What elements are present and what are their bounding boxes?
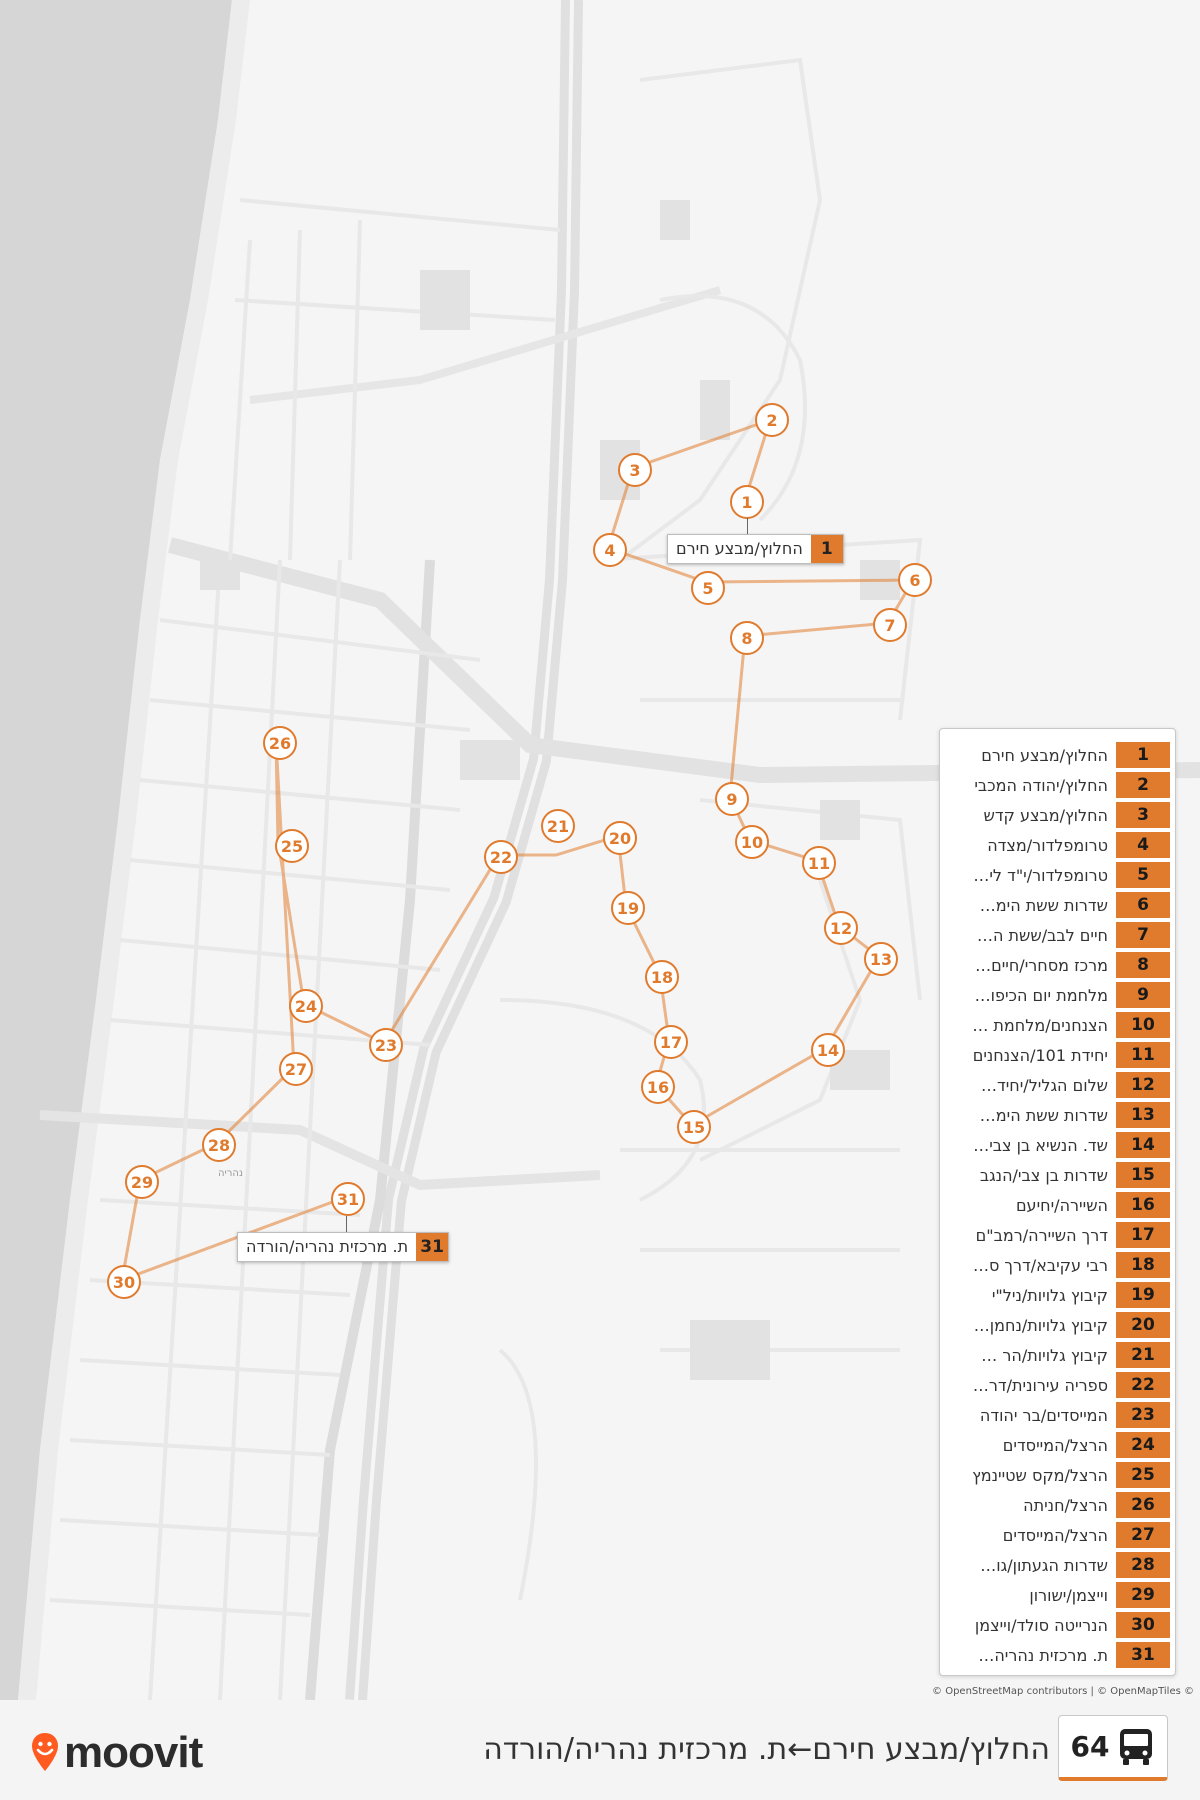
map-stop-marker[interactable]: 25 [275,829,309,863]
legend-stop-number: 8 [1116,952,1170,978]
legend-stop-number: 26 [1116,1492,1170,1518]
legend-row[interactable] [940,1371,1175,1399]
map-stop-marker[interactable]: 1 [730,485,764,519]
map-stop-marker[interactable]: 3 [618,453,652,487]
first-stop-callout-name: החלוץ/מבצע חירם [676,539,803,558]
legend-row[interactable] [940,1101,1175,1129]
moovit-logo[interactable] [30,1728,202,1778]
legend-row[interactable] [940,1641,1175,1669]
map-stop-marker[interactable]: 13 [864,942,898,976]
legend-stop-number: 13 [1116,1102,1170,1128]
legend-stop-name: ת. מרכזית נהריה… [978,1645,1108,1665]
map-stop-marker[interactable]: 19 [611,891,645,925]
legend-stop-number: 16 [1116,1192,1170,1218]
legend-stop-number: 30 [1116,1612,1170,1638]
legend-stop-number: 3 [1116,802,1170,828]
legend-stop-number: 23 [1116,1402,1170,1428]
legend-row[interactable] [940,1491,1175,1519]
map-stop-marker[interactable]: 31 [331,1182,365,1216]
legend-stop-name: מלחמת יום הכיפו… [974,985,1108,1005]
legend-stop-name: הרצל/חניתה [1023,1495,1108,1515]
first-stop-callout-number: 1 [811,535,843,563]
legend-row[interactable] [940,891,1175,919]
legend-stop-number: 31 [1116,1642,1170,1668]
legend-stop-name: מרכז מסחרי/חיים… [975,955,1108,975]
legend-stop-name: החלוץ/יהודה המכבי [974,775,1108,795]
map-stop-marker[interactable]: 4 [593,533,627,567]
legend-stop-number: 28 [1116,1552,1170,1578]
map-stop-marker[interactable]: 15 [677,1110,711,1144]
legend-stop-number: 4 [1116,832,1170,858]
legend-row[interactable] [940,1131,1175,1159]
legend-row[interactable] [940,1431,1175,1459]
legend-stop-number: 21 [1116,1342,1170,1368]
legend-row[interactable] [940,831,1175,859]
stops-legend [939,728,1176,1676]
moovit-wordmark: moovit [64,1728,203,1777]
map-stop-marker[interactable]: 29 [125,1165,159,1199]
legend-row[interactable] [940,741,1175,769]
map-stop-marker[interactable]: 9 [715,782,749,816]
legend-stop-number: 27 [1116,1522,1170,1548]
legend-stop-name: הרצל/מקס שטיינמץ [972,1465,1108,1485]
last-stop-callout-number: 31 [416,1233,448,1261]
legend-stop-name: השיירה/יחיעם [1015,1195,1108,1215]
legend-stop-name: יחידת 101/הצנחנים [972,1045,1108,1065]
legend-stop-number: 17 [1116,1222,1170,1248]
legend-stop-name: החלוץ/מבצע קדש [983,805,1108,825]
legend-stop-name: קיבוץ גלויות/נחמן… [973,1315,1108,1335]
legend-stop-number: 6 [1116,892,1170,918]
legend-row[interactable] [940,1611,1175,1639]
legend-row[interactable] [940,981,1175,1009]
map-stop-marker[interactable]: 17 [654,1025,688,1059]
legend-stop-name: שד. הנשיא בן צבי… [973,1135,1108,1155]
legend-stop-name: החלוץ/מבצע חירם [981,745,1108,765]
legend-stop-name: ספריה עירונית/דר… [972,1375,1108,1395]
legend-stop-number: 11 [1116,1042,1170,1068]
map-stop-marker[interactable]: 5 [691,571,725,605]
legend-row[interactable] [940,771,1175,799]
map-stop-marker[interactable]: 27 [279,1052,313,1086]
map-stop-marker[interactable]: 7 [873,608,907,642]
legend-stop-number: 7 [1116,922,1170,948]
legend-stop-name: שדרות ששת הימ… [979,1105,1108,1125]
map-stop-marker[interactable]: 24 [289,989,323,1023]
legend-stop-name: רבי עקיבא/דרך ס… [972,1255,1108,1275]
legend-stop-number: 9 [1116,982,1170,1008]
legend-stop-number: 1 [1116,742,1170,768]
map-stop-marker[interactable]: 10 [735,825,769,859]
legend-stop-name: שדרות ששת הימ… [979,895,1108,915]
route-title: החלוץ/מבצע חירם←ת. מרכזית נהריה/הורדה [483,1732,1050,1767]
legend-row[interactable] [940,1401,1175,1429]
map-stop-marker[interactable]: 16 [641,1070,675,1104]
legend-row[interactable] [940,1581,1175,1609]
legend-row[interactable] [940,1311,1175,1339]
map-stop-marker[interactable]: 11 [802,846,836,880]
last-stop-callout[interactable] [237,1232,449,1262]
legend-row[interactable] [940,1011,1175,1039]
map-attribution[interactable]: © OpenStreetMap contributors | © OpenMapTiles © [932,1686,1194,1697]
moovit-pin-icon [30,1731,60,1775]
route-badge[interactable] [1058,1715,1168,1781]
legend-stop-name: שדרות הגעתון/גו… [980,1555,1108,1575]
map-stop-marker[interactable]: 20 [603,821,637,855]
legend-stop-name: טרומפלדור/מצדה [987,835,1108,855]
legend-stop-number: 22 [1116,1372,1170,1398]
legend-stop-number: 2 [1116,772,1170,798]
map-stop-marker[interactable]: 30 [107,1265,141,1299]
map-stop-marker[interactable]: 12 [824,911,858,945]
legend-row[interactable] [940,921,1175,949]
legend-row[interactable] [940,1521,1175,1549]
map-stop-marker[interactable]: 21 [541,809,575,843]
legend-stop-name: חיים לבב/ששת ה… [976,925,1108,945]
legend-row[interactable] [940,1461,1175,1489]
map-stop-marker[interactable]: 2 [755,403,789,437]
route-number: 64 [1070,1730,1110,1763]
legend-row[interactable] [940,861,1175,889]
legend-stop-name: המייסדים/בר יהודה [979,1405,1108,1425]
legend-row[interactable] [940,801,1175,829]
town-label: נהריה [218,1168,243,1179]
bus-icon [1117,1727,1155,1767]
legend-stop-number: 12 [1116,1072,1170,1098]
legend-stop-number: 24 [1116,1432,1170,1458]
map-stop-marker[interactable]: 23 [369,1028,403,1062]
legend-row[interactable] [940,1041,1175,1069]
legend-stop-name: הצנחנים/מלחמת … [972,1015,1108,1035]
legend-stop-name: הרצל/המייסדים [1002,1435,1108,1455]
legend-stop-name: שלום הגליל/יחיד… [980,1075,1108,1095]
legend-row[interactable] [940,1221,1175,1249]
legend-stop-name: שדרות בן צבי/הנגב [979,1165,1108,1185]
map-stop-marker[interactable]: 18 [645,960,679,994]
legend-stop-number: 14 [1116,1132,1170,1158]
legend-stop-name: הרצל/המייסדים [1002,1525,1108,1545]
legend-stop-name: וייצמן/ישורון [1029,1585,1108,1605]
legend-row[interactable] [940,1251,1175,1279]
legend-row[interactable] [940,951,1175,979]
map-stop-marker[interactable]: 8 [730,621,764,655]
legend-stop-name: דרך השיירה/רמב"ם [975,1225,1108,1245]
legend-row[interactable] [940,1071,1175,1099]
legend-stop-number: 15 [1116,1162,1170,1188]
legend-stop-number: 25 [1116,1462,1170,1488]
legend-row[interactable] [940,1281,1175,1309]
map-stop-marker[interactable]: 22 [484,840,518,874]
legend-row[interactable] [940,1161,1175,1189]
legend-row[interactable] [940,1551,1175,1579]
legend-row[interactable] [940,1191,1175,1219]
first-stop-callout[interactable] [667,534,844,564]
legend-stop-number: 18 [1116,1252,1170,1278]
map-stop-marker[interactable]: 6 [898,563,932,597]
legend-stop-name: קיבוץ גלויות/הר … [981,1345,1108,1365]
legend-stop-number: 5 [1116,862,1170,888]
map-stop-marker[interactable]: 26 [263,726,297,760]
legend-row[interactable] [940,1341,1175,1369]
legend-stop-number: 10 [1116,1012,1170,1038]
map-stop-marker[interactable]: 14 [811,1033,845,1067]
legend-stop-name: הנרייטה סולד/וייצמן [974,1615,1108,1635]
last-stop-callout-name: ת. מרכזית נהריה/הורדה [246,1237,409,1256]
legend-stop-name: קיבוץ גלויות/ניל"י [991,1285,1108,1305]
legend-stop-number: 20 [1116,1312,1170,1338]
legend-stop-number: 29 [1116,1582,1170,1608]
legend-stop-name: טרומפלדור/י"ד לי… [973,865,1108,885]
legend-stop-number: 19 [1116,1282,1170,1308]
map-stop-marker[interactable]: 28 [202,1128,236,1162]
